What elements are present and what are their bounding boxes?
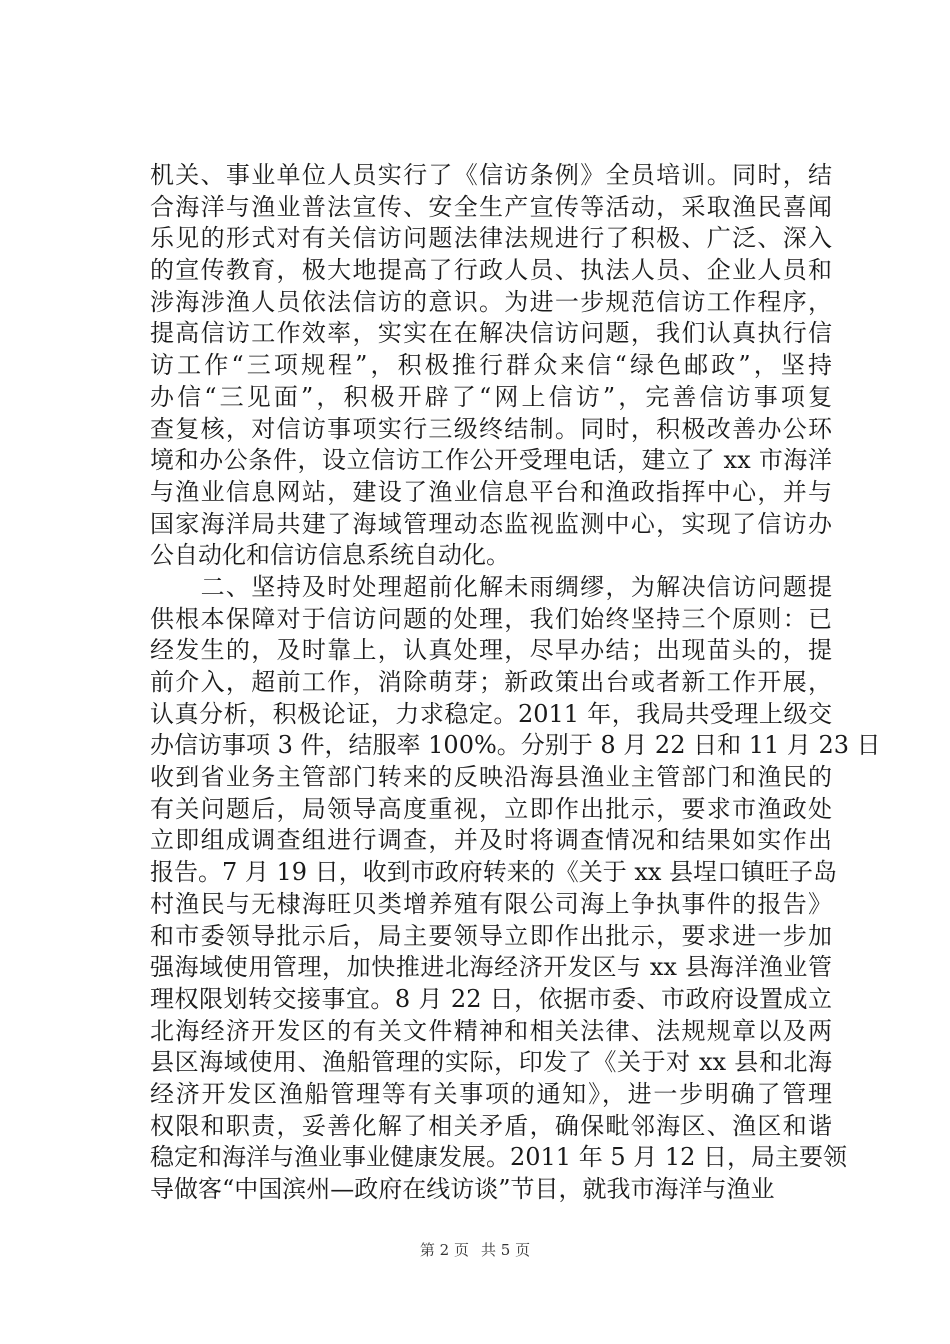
text-line: 收到省业务主管部门转来的反映沿海县渔业主管部门和渔民的 bbox=[150, 763, 832, 792]
text-line: 有关问题后，局领导高度重视，立即作出批示，要求市渔政处 bbox=[150, 794, 832, 823]
page-footer bbox=[0, 1240, 950, 1260]
text-line: 国家海洋局共建了海域管理动态监视监测中心，实现了信访办 bbox=[150, 509, 832, 538]
text-line: 和市委领导批示后，局主要领导立即作出批示，要求进一步加 bbox=[150, 921, 832, 950]
text-line: 办信“三见面”，积极开辟了“网上信访”，完善信访事项复 bbox=[150, 382, 832, 411]
text-line: 稳定和海洋与渔业事业健康发展。2011 年 5 月 12 日，局主要领 bbox=[150, 1143, 848, 1172]
text-line: 强海域使用管理，加快推进北海经济开发区与 xx 县海洋渔业管 bbox=[150, 953, 832, 982]
text-line: 北海经济开发区的有关文件精神和相关法律、法规规章以及两 bbox=[150, 1016, 832, 1045]
text-line: 报告。7 月 19 日，收到市政府转来的《关于 xx 县埕口镇旺子岛 bbox=[150, 858, 838, 887]
text-line: 县区海域使用、渔船管理的实际，印发了《关于对 xx 县和北海 bbox=[150, 1048, 832, 1077]
text-line: 理权限划转交接事宜。8 月 22 日，依据市委、市政府设置成立 bbox=[150, 984, 832, 1013]
text-line: 机关、事业单位人员实行了《信访条例》全员培训。同时，结 bbox=[150, 161, 832, 189]
paragraph bbox=[150, 572, 881, 1206]
text-line: 境和办公条件，设立信访工作公开受理电话，建立了 xx 市海洋 bbox=[150, 446, 832, 475]
text-line: 访工作“三项规程”，积极推行群众来信“绿色邮政”，坚持 bbox=[150, 351, 832, 380]
text-line: 前介入，超前工作，消除萌芽；新政策出台或者新工作开展， bbox=[150, 668, 832, 696]
text-line: 立即组成调查组进行调查，并及时将调查情况和结果如实作出 bbox=[150, 826, 832, 855]
text-line: 经发生的，及时靠上，认真处理，尽早办结；出现苗头的，提 bbox=[150, 636, 832, 665]
text-line: 导做客“中国滨州—政府在线访谈”节目，就我市海洋与渔业 bbox=[150, 1175, 775, 1203]
text-line: 的宣传教育，极大地提高了行政人员、执法人员、企业人员和 bbox=[150, 256, 832, 285]
text-line: 经济开发区渔船管理等有关事项的通知》，进一步明确了管理 bbox=[150, 1079, 832, 1108]
document-body bbox=[150, 160, 881, 1206]
text-line: 供根本保障对于信访问题的处理，我们始终坚持三个原则：已 bbox=[150, 604, 832, 633]
total-pages: 共 5 页 bbox=[481, 1241, 531, 1259]
text-line: 乐见的形式对有关信访问题法律法规进行了积极、广泛、深入 bbox=[150, 224, 832, 253]
text-line: 查复核，对信访事项实行三级终结制。同时，积极改善办公环 bbox=[150, 414, 832, 443]
text-line: 合海洋与渔业普法宣传、安全生产宣传等活动，采取渔民喜闻 bbox=[150, 192, 832, 221]
paragraph bbox=[150, 160, 832, 572]
page-number: 第 2 页 bbox=[419, 1241, 469, 1259]
text-line: 公自动化和信访信息系统自动化。 bbox=[150, 541, 510, 570]
text-line: 办信访事项 3 件，结服率 100%。分别于 8 月 22 日和 11 月 23 日 bbox=[150, 731, 881, 760]
text-line: 认真分析，积极论证，力求稳定。2011 年，我局共受理上级交 bbox=[150, 699, 832, 728]
text-line: 权限和职责，妥善化解了相关矛盾，确保毗邻海区、渔区和谐 bbox=[150, 1111, 832, 1140]
text-line: 涉海涉渔人员依法信访的意识。为进一步规范信访工作程序， bbox=[150, 287, 832, 316]
text-line: 二、坚持及时处理超前化解未雨绸缪，为解决信访问题提 bbox=[150, 572, 832, 601]
text-line: 村渔民与无棣海旺贝类增养殖有限公司海上争执事件的报告》 bbox=[150, 889, 832, 918]
text-line: 提高信访工作效率，实实在在解决信访问题，我们认真执行信 bbox=[150, 319, 832, 348]
text-line: 与渔业信息网站，建设了渔业信息平台和渔政指挥中心，并与 bbox=[150, 477, 832, 506]
